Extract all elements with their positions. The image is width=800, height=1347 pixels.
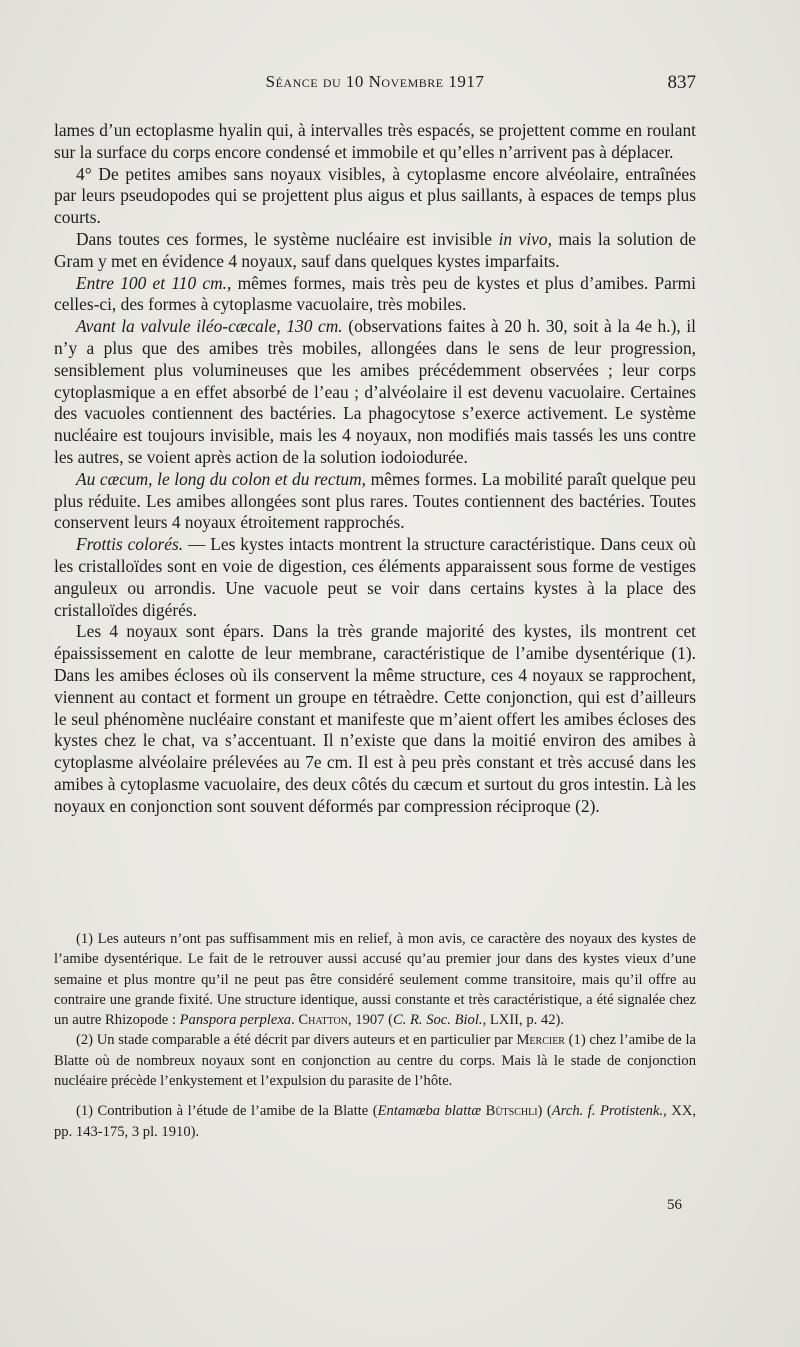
paragraph: Entre 100 et 110 cm., mêmes formes, mais très peu de kystes et plus d’amibes. Parmi celles-ci, des formes à cytoplasme vacuolaire, très mobiles. <box>54 272 696 315</box>
running-head: Séance du 10 Novembre 1917 <box>265 72 485 91</box>
paragraph: Au cæcum, le long du colon et du rectum, mêmes formes. La mobilité paraît quelque peu plus réduite. Les amibes allongées sont plus rares. Toutes contiennent des bactéries. Toutes conservent leurs 4 noyaux étroitement rapprochés. <box>54 468 696 533</box>
page-header <box>54 72 696 102</box>
body-text <box>54 120 696 818</box>
sheet-number: 56 <box>667 1197 682 1213</box>
footnote-reference: (1) Contribution à l’étude de l’amibe de la Blatte (Entamœba blattæ Bütschli) (Arch. f. Protistenk., XX, pp. 143-175, 3 pl. 1910). <box>54 1103 697 1140</box>
page-number: 837 <box>667 72 696 93</box>
footnotes <box>54 929 696 1142</box>
paragraph: Dans toutes ces formes, le système nucléaire est invisible in vivo, mais la solution de Gram y met en évidence 4 noyaux, sauf dans quelques kystes imparfaits. <box>54 228 696 271</box>
paragraph: 4° De petites amibes sans noyaux visibles, à cytoplasme encore alvéolaire, entraînées par leurs pseudopodes qui se projettent plus aigus et plus saillants, à espaces de temps plus courts. <box>54 163 696 228</box>
footnote: (1) Les auteurs n’ont pas suffisamment mis en relief, à mon avis, ce caractère des noyaux des kystes de l’amibe dysentérique. Le fait de le retrouver aussi accusé qu’au premier jour dans des kystes vieux d’une semaine et plus montre qu’il ne peut pas être considéré seulement comme transitoire, mais qu’il offre au contraire une grande fixité. Une structure identique, aussi constante et très caractéristique, a été signalée chez un autre Rhizopode : Panspora perplexa. Chatton, 1907 (C. R. Soc. Biol., LXII, p. 42). <box>54 931 696 1029</box>
footnote: (2) Un stade comparable a été décrit par divers auteurs et en particulier par Mercier (1) chez l’amibe de la Blatte où de nombreux noyaux sont en conjonction au centre du corps. Mais là le stade de conjonction nucléaire précède l’enkystement et l’expulsion du parasite de l’hôte. <box>54 1032 696 1090</box>
paragraph: lames d’un ectoplasme hyalin qui, à intervalles très espacés, se projettent comme en roulant sur la surface du corps encore condensé et immobile et qu’elles n’arrivent pas à déplacer. <box>54 120 696 162</box>
paragraph: Les 4 noyaux sont épars. Dans la très grande majorité des kystes, ils montrent cet épaississement en calotte de leur membrane, caractéristique de l’amibe dysentérique (1). Dans les amibes écloses où ils conservent la même structure, ces 4 noyaux se rapprochent, viennent au contact et forment un groupe en tétraèdre. Cette conjonction, qui est d’ailleurs le seul phénomène nucléaire constant et manifeste que m’aient offert les amibes écloses des kystes chez le chat, va s’accentuant. Il n’existe que dans la moitié environ des amibes à cytoplasme alvéolaire prélevées au 7e cm. Il est à peu près constant et très accusé dans les amibes à cytoplasme vacuolaire, des deux côtés du cæcum et surtout du gros intestin. Là les noyaux en conjonction sont souvent déformés par compression réciproque (2). <box>54 621 696 816</box>
paragraph: Frottis colorés. — Les kystes intacts montrent la structure caractéristique. Dans ceux où les cristalloïdes sont en voie de digestion, ces éléments apparaissent sous forme de vestiges anguleux ou arrondis. Une vacuole peut se voir dans certains kystes à la place des cristalloïdes digérés. <box>54 534 696 620</box>
paragraph: Avant la valvule iléo-cæcale, 130 cm. (observations faites à 20 h. 30, soit à la 4e h.), il n’y a plus que des amibes très mobiles, allongées dans le sens de leur progression, sensiblement plus volumineuses que les amibes précédemment observées ; leur corps cytoplasmique a en effet absorbé de l’eau ; d’alvéolaire il est devenu vacuolaire. Certaines des vacuoles contiennent des bactéries. La phagocytose s’exerce activement. Le système nucléaire est toujours invisible, mais les 4 noyaux, non modifiés mais tassés les uns contre les autres, se voient après action de la solution iodoiodurée. <box>54 316 696 467</box>
